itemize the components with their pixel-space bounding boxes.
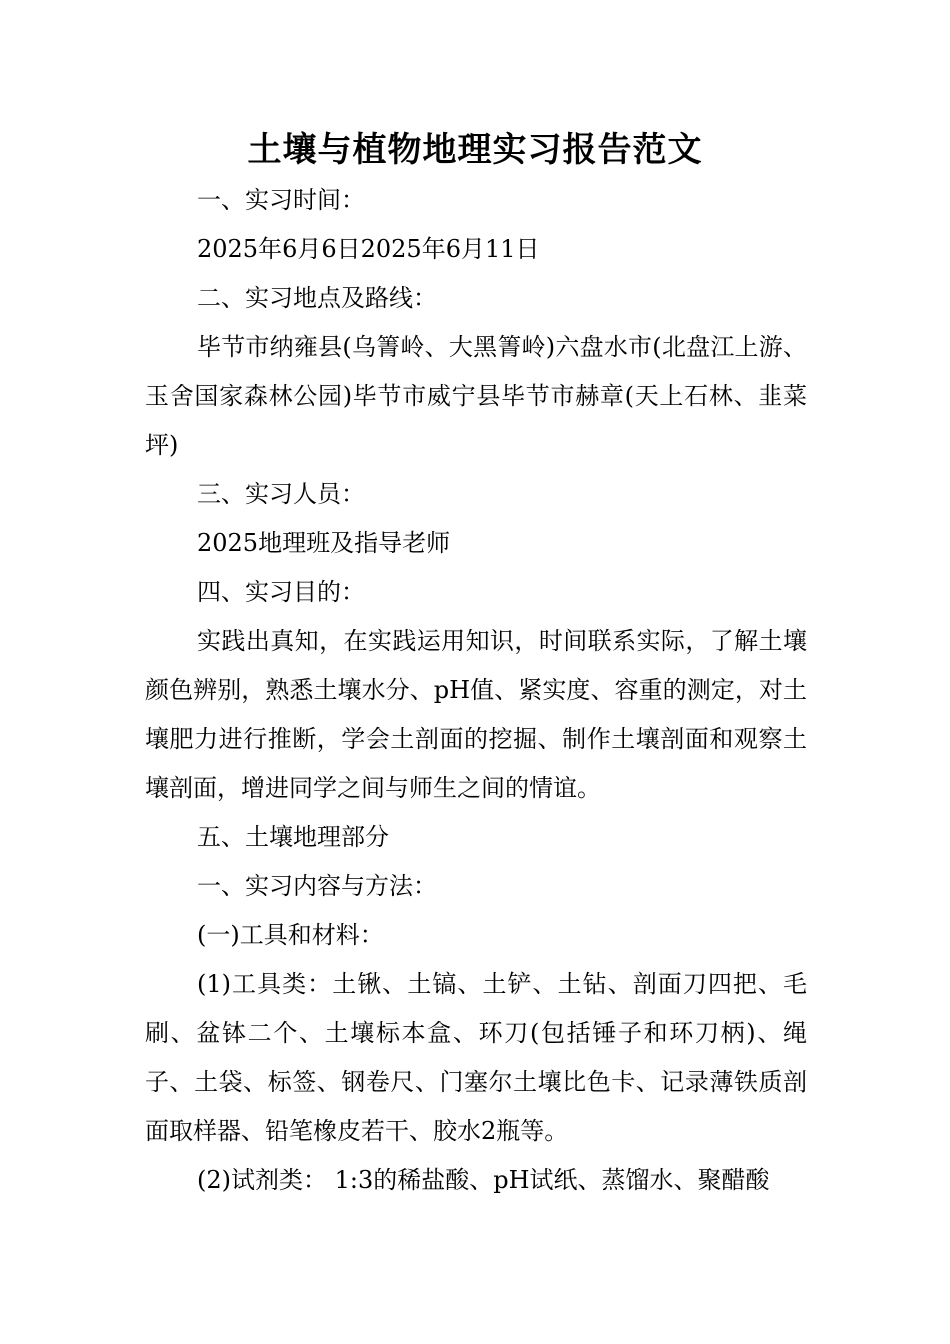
paragraph-reagents: (2)试剂类： 1:3的稀盐酸、pH试纸、蒸馏水、聚醋酸 (197, 1166, 770, 1194)
paragraph-purpose: 实践出真知，在实践运用知识，时间联系实际，了解土壤颜色辨别，熟悉土壤水分、pH值、紧实度、容重的测定，对土壤肥力进行推断，学会土剖面的挖掘、制作土壤剖面和观察土壤剖面，增进同学之间与师生之间的情谊。 (145, 627, 807, 802)
section-heading-personnel: 三、实习人员： (197, 480, 365, 508)
paragraph-tools: (1)工具类：土锹、土镐、土铲、土钻、剖面刀四把、毛刷、盆钵二个、土壤标本盒、环刀(包括锤子和环刀柄)、绳子、土袋、标签、钢卷尺、门塞尔土壤比色卡、记录薄铁质剖面取样器、铅笔橡皮若干、胶水2瓶等。 (145, 970, 807, 1145)
subheading-content-methods: 一、实习内容与方法： (197, 872, 437, 900)
paragraph-route: 毕节市纳雍县(乌箐岭、大黑箐岭)六盘水市(北盘江上游、玉舍国家森林公园)毕节市威宁县毕节市赫章(天上石林、韭菜坪) (145, 333, 807, 459)
subheading-tools-materials: (一)工具和材料： (197, 921, 384, 949)
document-body (145, 176, 807, 1205)
document-title: 土壤与植物地理实习报告范文 (247, 130, 703, 170)
section-heading-time: 一、实习时间： (197, 186, 365, 214)
paragraph-personnel: 2025地理班及指导老师 (197, 529, 451, 557)
paragraph-dates: 2025年6月6日2025年6月11日 (197, 235, 540, 263)
section-heading-soil: 五、土壤地理部分 (197, 823, 389, 851)
section-heading-purpose: 四、实习目的： (197, 578, 365, 606)
section-heading-location: 二、实习地点及路线： (197, 284, 437, 312)
